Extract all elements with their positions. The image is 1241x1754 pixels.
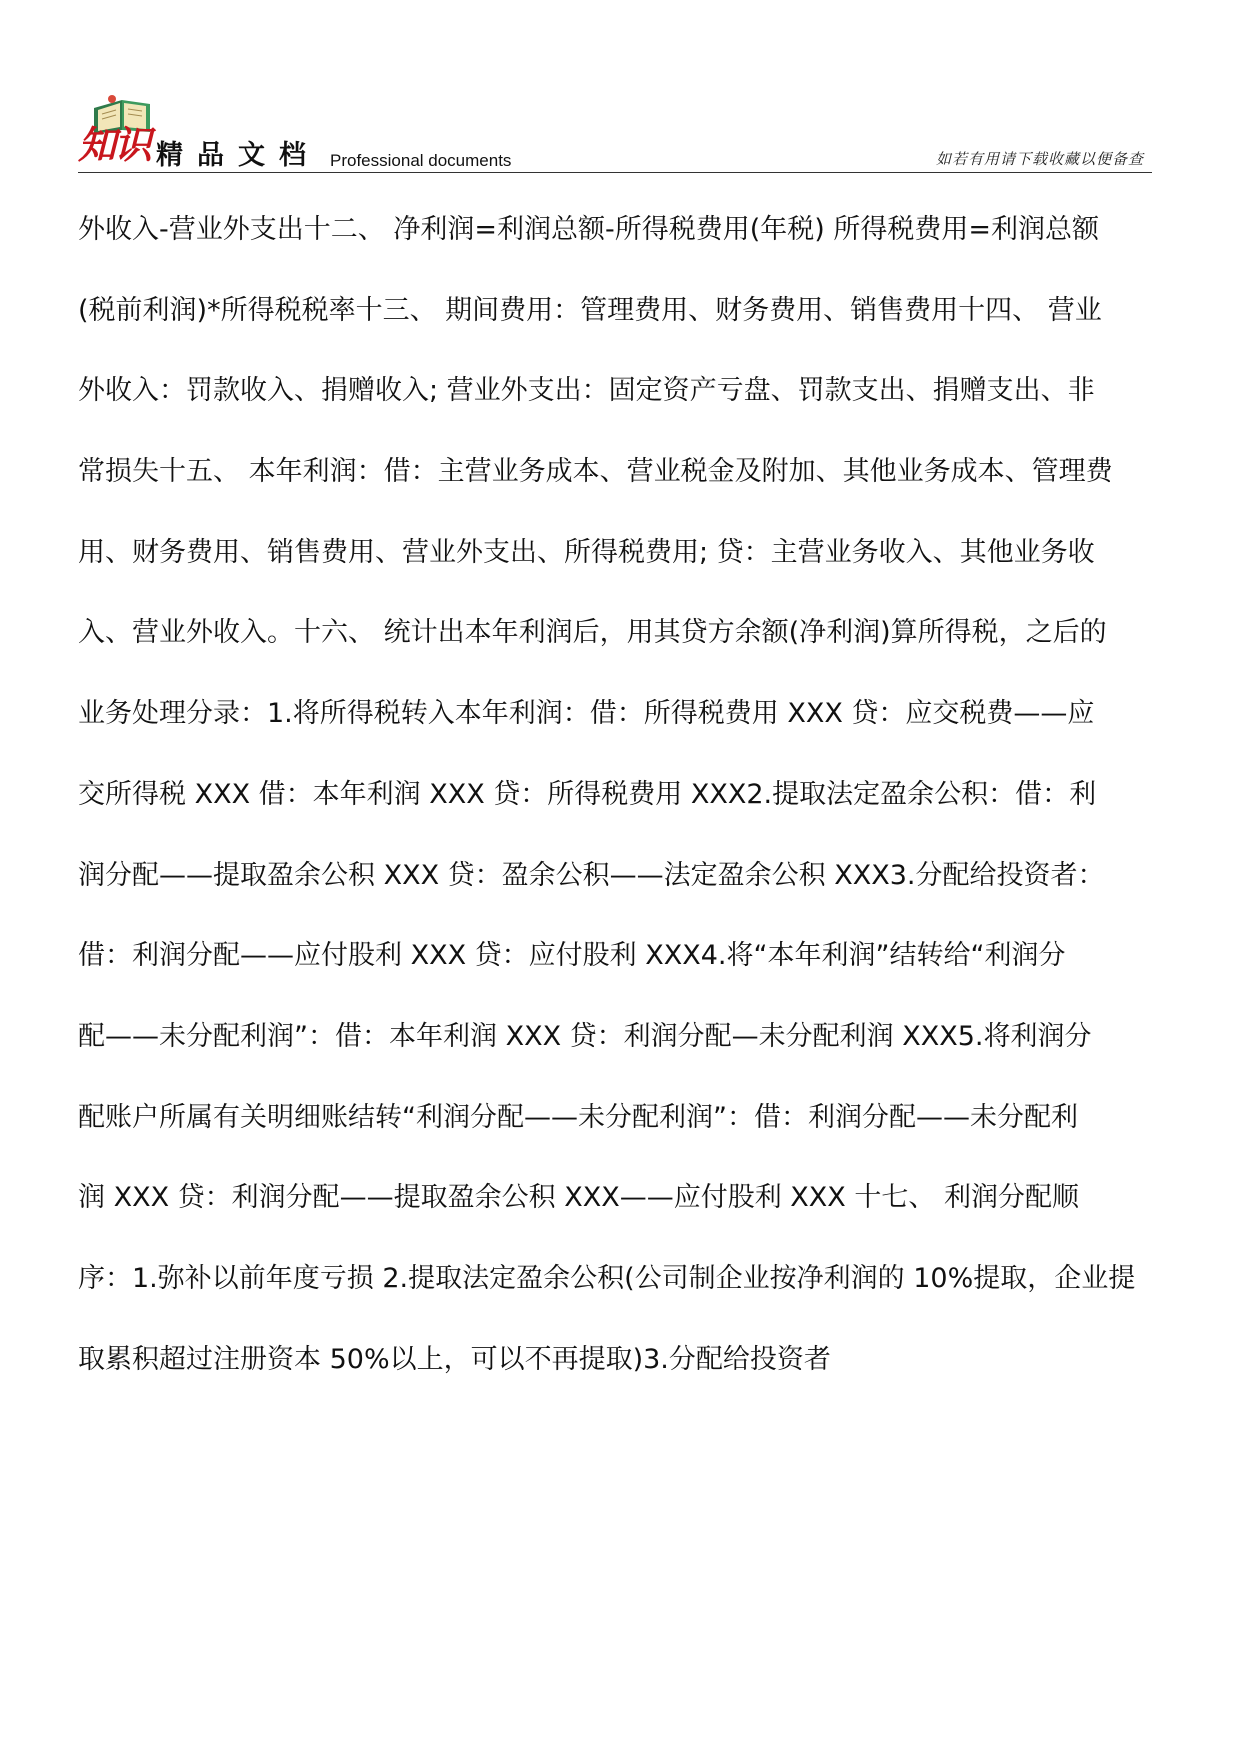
text-line: 借：利润分配——应付股利 XXX 贷：应付股利 XXX4.将“本年利润”结转给“利润分 <box>78 940 1066 972</box>
text-line: 润分配——提取盈余公积 XXX 贷：盈余公积——法定盈余公积 XXX3.分配给投资者： <box>78 859 1105 891</box>
text-line: 交所得税 XXX 借：本年利润 XXX 贷：所得税费用 XXX2.提取法定盈余公积：借：利 <box>78 778 1097 810</box>
text-line: 润 XXX 贷：利润分配——提取盈余公积 XXX——应付股利 XXX 十七、 利润分配顺 <box>78 1182 1079 1214</box>
text-line: 常损失十五、 本年利润：借：主营业务成本、营业税金及附加、其他业务成本、管理费 <box>78 456 1113 488</box>
document-body <box>78 190 1190 1400</box>
document-header <box>78 86 1152 178</box>
text-line: 配账户所属有关明细账结转“利润分配——未分配利润”：借：利润分配——未分配利 <box>78 1101 1078 1133</box>
header-title: 精品文档 <box>156 140 320 171</box>
header-note: 如若有用请下载收藏以便备查 <box>935 150 1144 168</box>
text-line: 取累积超过注册资本 50%以上，可以不再提取)3.分配给投资者 <box>78 1343 831 1375</box>
text-line: 外收入：罚款收入、捐赠收入; 营业外支出：固定资产亏盘、罚款支出、捐赠支出、非 <box>78 375 1095 407</box>
header-divider <box>78 172 1152 173</box>
header-subtitle: Professional documents <box>330 151 512 170</box>
text-line: (税前利润)*所得税税率十三、 期间费用：管理费用、财务费用、销售费用十四、 营业 <box>78 294 1102 326</box>
brand-logo <box>78 86 158 176</box>
text-line: 配——未分配利润”：借：本年利润 XXX 贷：利润分配—未分配利润 XXX5.将利润分 <box>78 1020 1092 1052</box>
text-line: 入、营业外收入。十六、 统计出本年利润后，用其贷方余额(净利润)算所得税，之后的 <box>78 617 1107 649</box>
logo-text: 知识 <box>78 122 151 167</box>
text-line: 用、财务费用、销售费用、营业外支出、所得税费用; 贷：主营业务收入、其他业务收 <box>78 536 1095 568</box>
text-line: 外收入-营业外支出十二、 净利润=利润总额-所得税费用(年税) 所得税费用=利润总额 <box>78 214 1099 245</box>
text-line: 业务处理分录：1.将所得税转入本年利润：借：所得税费用 XXX 贷：应交税费——应 <box>78 698 1095 730</box>
text-line: 序：1.弥补以前年度亏损 2.提取法定盈余公积(公司制企业按净利润的 10%提取，企业提 <box>78 1262 1136 1294</box>
